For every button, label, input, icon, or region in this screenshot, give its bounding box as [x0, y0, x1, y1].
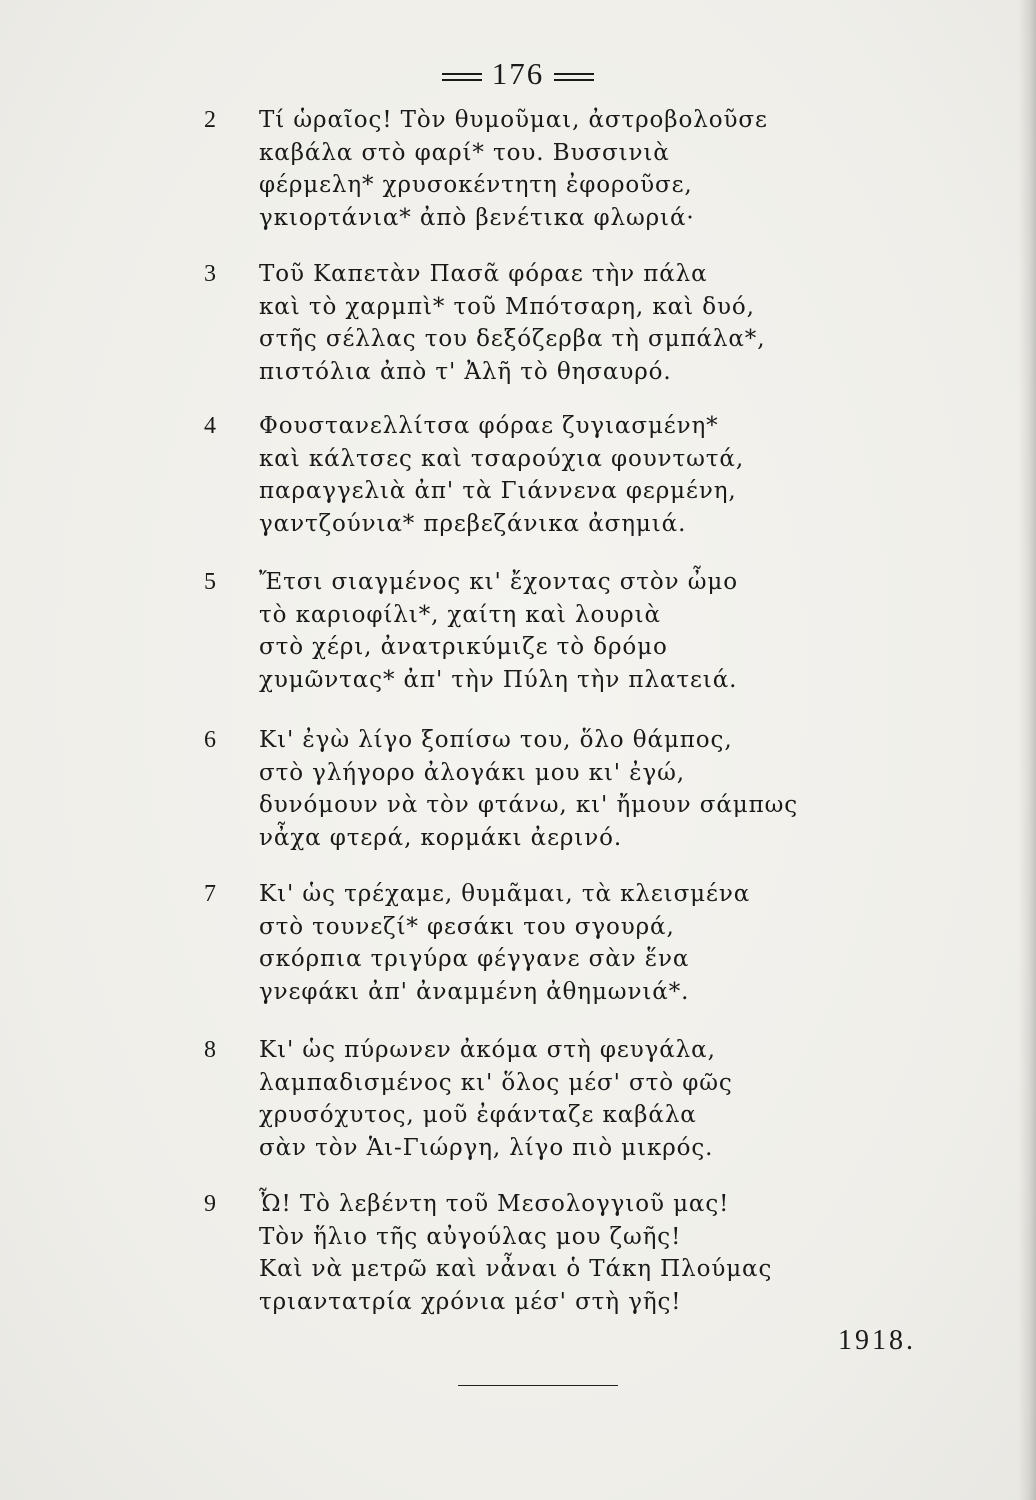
verse-line: γνεφάκι ἀπ' ἀναμμένη ἀθημωνιά*. — [259, 978, 690, 1005]
stanza-number: 6 — [204, 727, 216, 753]
verse-line: Κι' ὡς πύρωνεν ἀκόμα στὴ φευγάλα, — [259, 1037, 716, 1063]
verse-line: στῆς σέλλας του δεξόζερβα τὴ σμπάλα*, — [259, 326, 766, 352]
verse-line: γαντζούνια* πρεβεζάνικα ἀσημιά. — [259, 510, 687, 537]
verse-line: σὰν τὸν Ἁι-Γιώργη, λίγο πιὸ μικρός. — [259, 1134, 714, 1161]
poem-date: 1918. — [838, 1325, 916, 1356]
page-number: 176 — [491, 56, 545, 91]
verse-line: στὸ τουνεζί* φεσάκι του σγουρά, — [259, 913, 675, 940]
verse-line: στὸ χέρι, ἀνατρικύμιζε τὸ δρόμο — [259, 634, 668, 660]
verse-line: στὸ γλήγορο ἀλογάκι μου κι' ἐγώ, — [259, 759, 685, 786]
verse-line: νἆχα φτερά, κορμάκι ἀερινό. — [259, 824, 623, 851]
closing-rule — [458, 1385, 618, 1386]
verse-line: καὶ κάλτσες καὶ τσαρούχια φουντωτά, — [259, 445, 745, 472]
verse-line: Τὸν ἥλιο τῆς αὐγούλας μου ζωῆς! — [259, 1223, 682, 1250]
stanza-lines — [259, 1034, 733, 1164]
page-edge-shadow — [1018, 0, 1036, 1500]
verse-line: Ὦ! Τὸ λεβέντη τοῦ Μεσολογγιοῦ μας! — [259, 1191, 730, 1217]
stanza-lines — [259, 566, 738, 696]
stanza-number: 7 — [204, 881, 216, 907]
verse-line: τριαντατρία χρόνια μέσ' στὴ γῆς! — [259, 1288, 682, 1315]
stanza-lines — [259, 258, 765, 388]
verse-line: φέρμελη* χρυσοκέντητη ἐφοροῦσε, — [259, 172, 693, 198]
stanza-number: 8 — [204, 1037, 216, 1063]
stanza-lines — [259, 878, 750, 1008]
verse-line: καβάλα στὸ φαρί* του. Βυσσινιὰ — [259, 139, 670, 166]
stanza-lines — [259, 410, 744, 540]
header-dash-left — [442, 73, 482, 81]
verse-line: λαμπαδισμένος κι' ὅλος μέσ' στὸ φῶς — [259, 1069, 733, 1096]
header-dash-right — [554, 73, 594, 81]
page-number-header — [0, 56, 1036, 92]
stanza-lines — [259, 1188, 772, 1318]
stanza-number: 2 — [204, 107, 216, 133]
verse-line: καὶ τὸ χαρμπὶ* τοῦ Μπότσαρη, καὶ δυό, — [259, 293, 755, 320]
verse-line: χρυσόχυτος, μοῦ ἐφάνταζε καβάλα — [259, 1102, 697, 1128]
verse-line: πιστόλια ἀπὸ τ' Ἀλῆ τὸ θησαυρό. — [259, 358, 672, 385]
verse-line: γκιορτάνια* ἀπὸ βενέτικα φλωριά· — [259, 204, 695, 231]
verse-line: δυνόμουν νὰ τὸν φτάνω, κι' ἤμουν σάμπως — [259, 792, 799, 818]
stanza-lines — [259, 104, 768, 234]
verse-line: Τί ὡραῖος! Τὸν θυμοῦμαι, ἀστροβολοῦσε — [259, 107, 768, 133]
stanza-number: 3 — [204, 261, 216, 287]
stanza-number: 5 — [204, 569, 216, 595]
verse-line: Ἔτσι σιαγμένος κι' ἔχοντας στὸν ὦμο — [259, 569, 739, 595]
stanza-number: 9 — [204, 1191, 216, 1217]
stanza-number: 4 — [204, 413, 216, 439]
verse-line: σκόρπια τριγύρα φέγγανε σὰν ἕνα — [259, 946, 690, 972]
verse-line: παραγγελιὰ ἀπ' τὰ Γιάννενα φερμένη, — [259, 478, 737, 504]
stanza-lines — [259, 724, 798, 854]
verse-line: τὸ καριοφίλι*, χαίτη καὶ λουριὰ — [259, 601, 661, 628]
verse-line: Φουστανελλίτσα φόραε ζυγιασμένη* — [259, 413, 719, 439]
verse-line: Κι' ἐγὼ λίγο ξοπίσω του, ὅλο θάμπος, — [259, 727, 733, 753]
verse-line: Καὶ νὰ μετρῶ καὶ νἆναι ὁ Τάκη Πλούμας — [259, 1256, 773, 1282]
verse-line: Τοῦ Καπετὰν Πασᾶ φόραε τὴν πάλα — [259, 261, 708, 287]
verse-line: χυμῶντας* ἀπ' τὴν Πύλη τὴν πλατειά. — [259, 666, 738, 693]
verse-line: Κι' ὡς τρέχαμε, θυμᾶμαι, τὰ κλεισμένα — [259, 881, 751, 907]
